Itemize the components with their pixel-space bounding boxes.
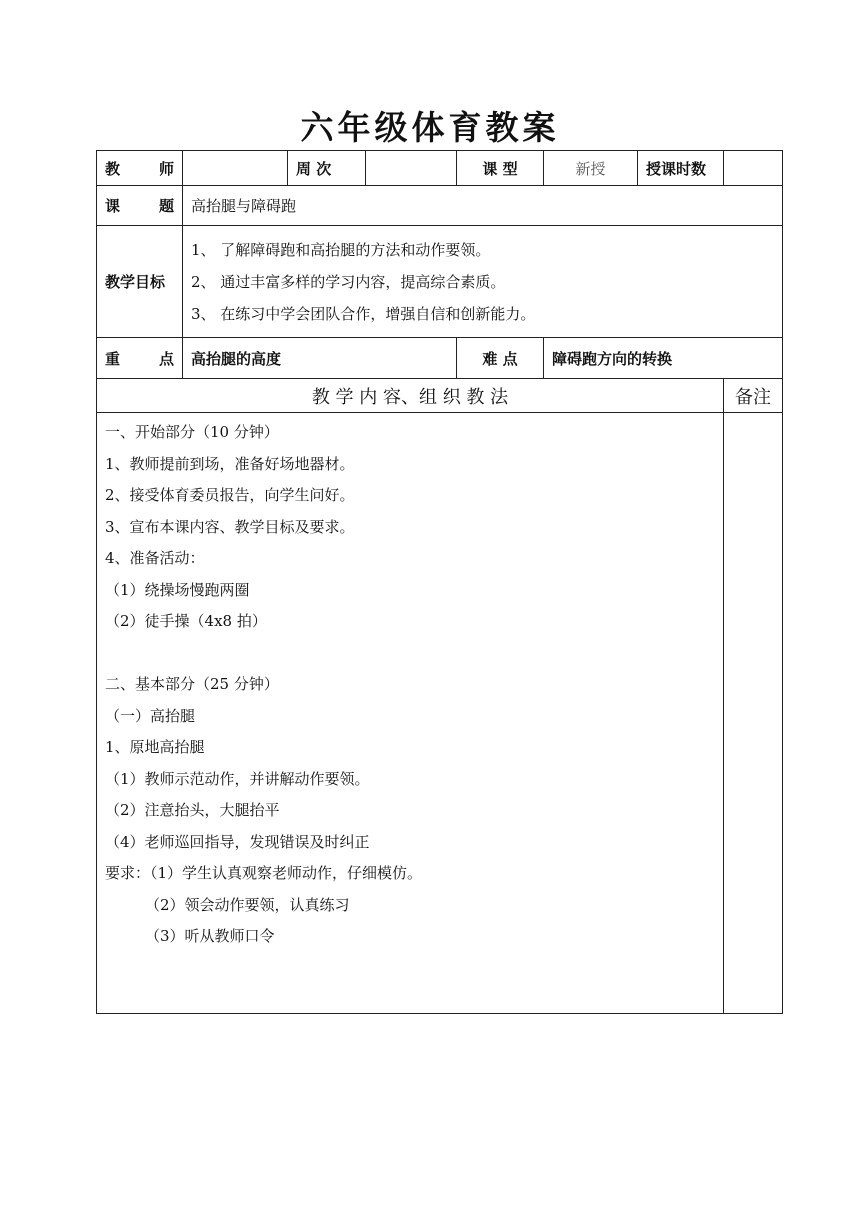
- content-line: 一、开始部分（10 分钟）: [105, 423, 279, 441]
- content-line: （3）听从教师口令: [145, 927, 275, 945]
- week-label: 周 次: [288, 151, 366, 186]
- content-header-row: [97, 379, 783, 413]
- topic-row: [97, 186, 783, 226]
- notes-header: 备注: [724, 379, 783, 413]
- teacher-label-cell: [97, 151, 183, 186]
- content-line: 2、接受体育委员报告，向学生问好。: [105, 486, 355, 504]
- content-line: 1、原地高抬腿: [105, 738, 205, 756]
- objectives-label: 教学目标: [97, 226, 183, 338]
- objectives-cell: [183, 226, 783, 338]
- week-value: [366, 151, 457, 186]
- content-line: （一）高抬腿: [105, 706, 196, 725]
- key-label-cell: [97, 338, 183, 379]
- objective-item: 1、 了解障碍跑和高抬腿的方法和动作要领。: [191, 240, 491, 259]
- notes-cell: [724, 413, 783, 1014]
- content-line: 3、宣布本课内容、教学目标及要求。: [105, 517, 355, 536]
- content-line: 4、准备活动：: [105, 549, 205, 567]
- topic-value: 高抬腿与障碍跑: [183, 186, 783, 226]
- content-cell: [97, 413, 724, 1014]
- content-line: 1、教师提前到场，准备好场地器材。: [105, 454, 355, 473]
- content-line: 要求：（1）学生认真观察老师动作，仔细模仿。: [105, 864, 423, 882]
- content-line: 二、基本部分（25 分钟）: [105, 675, 279, 693]
- objective-item: 2、 通过丰富多样的学习内容，提高综合素质。: [191, 272, 506, 291]
- hours-label: 授课时数: [638, 151, 724, 186]
- lesson-plan-table: [96, 150, 783, 1014]
- teacher-value: [183, 151, 288, 186]
- content-line-blank: [105, 638, 715, 670]
- topic-label-cell: [97, 186, 183, 226]
- content-line: （1）教师示范动作，并讲解动作要领。: [105, 769, 370, 788]
- content-line: （2）注意抬头，大腿抬平: [105, 801, 280, 819]
- key-value: 高抬腿的高度: [183, 338, 457, 379]
- content-line: （2）领会动作要领，认真练习: [145, 895, 350, 914]
- content-row: [97, 413, 783, 1014]
- objectives-row: [97, 226, 783, 338]
- page-title: 六年级体育教案: [300, 108, 560, 147]
- teacher-label: 教 师: [105, 159, 174, 178]
- key-label: 重 点: [105, 349, 174, 368]
- content-line: （1）绕操场慢跑两圈: [105, 580, 250, 599]
- difficult-label: 难 点: [457, 338, 544, 379]
- content-header-title: 教 学 内 容、组 织 教 法: [97, 379, 724, 413]
- hours-value: [724, 151, 783, 186]
- objective-item: 3、 在练习中学会团队合作，增强自信和创新能力。: [191, 304, 536, 323]
- content-line: （4）老师巡回指导，发现错误及时纠正: [105, 832, 370, 851]
- difficult-value: 障碍跑方向的转换: [544, 338, 783, 379]
- type-label: 课 型: [457, 151, 544, 186]
- topic-label: 课 题: [105, 197, 174, 215]
- type-value: 新授: [544, 151, 638, 186]
- header-row: [97, 151, 783, 186]
- keypoints-row: [97, 338, 783, 379]
- content-line: （2）徒手操（4x8 拍）: [105, 612, 267, 630]
